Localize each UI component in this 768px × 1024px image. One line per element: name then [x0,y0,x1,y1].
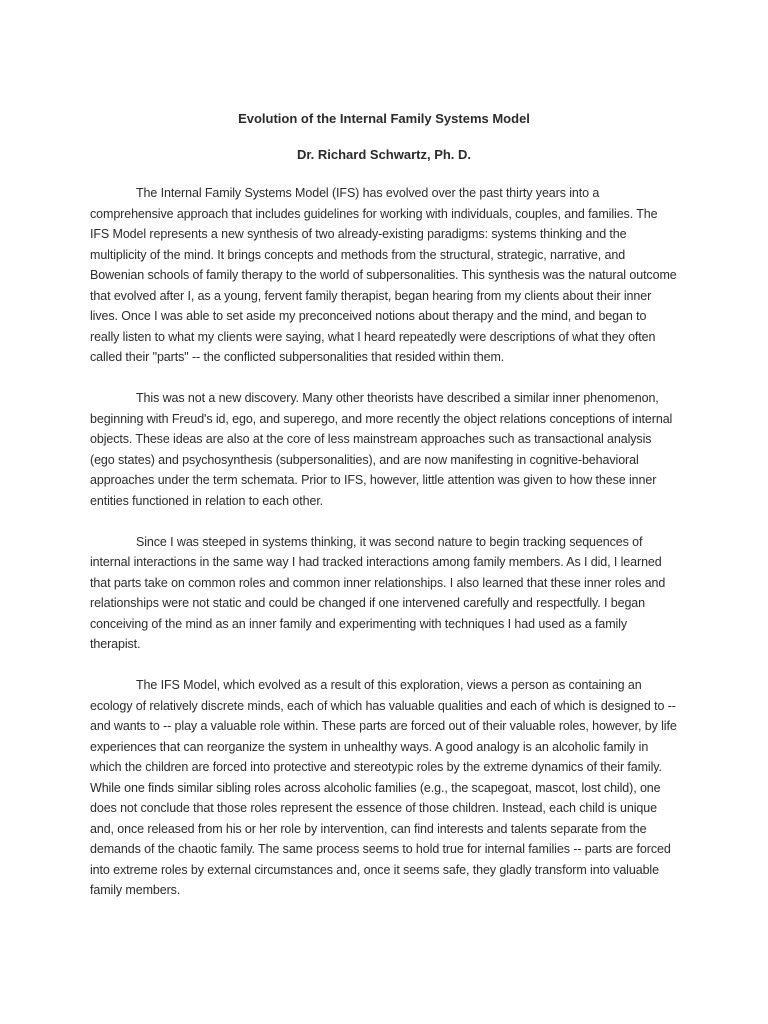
document-body [90,110,678,921]
paragraph-4: The IFS Model, which evolved as a result of this exploration, views a person as containing an ecology of relatively discrete minds, each of which has valuable qualities and each of which is designed to -- and wants to -- play a valuable role within. These parts are forced out of their valuable roles, however, by life experiences that can reorganize the system in unhealthy ways. A good analogy is an alcoholic family in which the children are forced into protective and stereotypic roles by the extreme dynamics of their family. While one finds similar sibling roles across alcoholic families (e.g., the scapegoat, mascot, lost child), one does not conclude that those roles represent the essence of those children. Instead, each child is unique and, once released from his or her role by intervention, can find interests and talents separate from the demands of the chaotic family. The same process seems to hold true for internal families -- parts are forced into extreme roles by external circumstances and, once it seems safe, they gladly transform into valuable family members. [90,678,677,897]
document-author: Dr. Richard Schwartz, Ph. D. [296,147,472,162]
document-title: Evolution of the Internal Family Systems Model [238,111,530,126]
paragraph-3: Since I was steeped in systems thinking, it was second nature to begin tracking sequences of internal interactions in the same way I had tracked interactions among family members. As I did, I learned that parts take on common roles and common inner relationships. I also learned that these inner roles and relationships were not static and could be changed if one intervened carefully and respectfully. I began conceiving of the mind as an inner family and experimenting with techniques I had used as a family therapist. [90,534,666,651]
paragraph-2: This was not a new discovery. Many other theorists have described a similar inner phenomenon, beginning with Freud's id, ego, and superego, and more recently the object relations conceptions of internal objects. These ideas are also at the core of less mainstream approaches such as transactional analysis (ego states) and psychosynthesis (subpersonalities), and are now manifesting in cognitive-behavioral approaches under the term schemata. Prior to IFS, however, little attention was given to how these inner entities functioned in relation to each other. [90,391,673,508]
paragraph-1: The Internal Family Systems Model (IFS) has evolved over the past thirty years into a comprehensive approach that includes guidelines for working with individuals, couples, and families. The IFS Model represents a new synthesis of two already-existing paradigms: systems thinking and the multiplicity of the mind. It brings concepts and methods from the structural, strategic, narrative, and Bowenian schools of family therapy to the world of subpersonalities. This synthesis was the natural outcome that evolved after I, as a young, fervent family therapist, began hearing from my clients about their inner lives. Once I was able to set aside my preconceived notions about therapy and the mind, and began to really listen to what my clients were saying, what I heard repeatedly were descriptions of what they often called their "parts" -- the conflicted subpersonalities that resided within them. [90,186,677,364]
